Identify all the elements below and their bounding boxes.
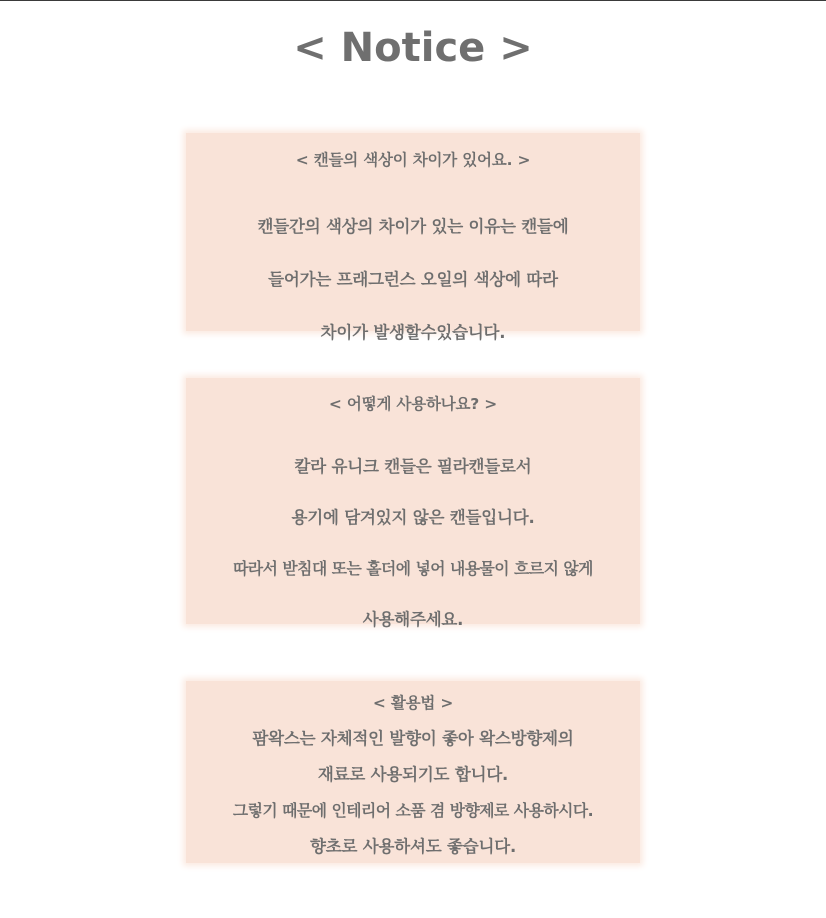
card-text-line: 향초로 사용하셔도 좋습니다. xyxy=(309,837,517,856)
card-text-line: 차이가 발생할수있습니다. xyxy=(320,323,506,342)
notice-card-how-to-use xyxy=(186,378,640,629)
card-text-line: 팜왁스는 자체적인 발향이 좋아 왁스방향제의 xyxy=(252,729,574,748)
card-heading: < 활용법 > xyxy=(372,694,454,712)
top-divider xyxy=(0,0,826,1)
card-text-line: 용기에 담겨있지 않은 캔들입니다. xyxy=(291,508,535,527)
card-text-line: 캔들간의 색상의 차이가 있는 이유는 캔들에 xyxy=(257,217,569,236)
notice-card-color-difference xyxy=(186,133,640,342)
page-title: < Notice > xyxy=(293,25,533,71)
card-text-line: 재료로 사용되기도 합니다. xyxy=(317,765,509,784)
card-text-line: 들어가는 프래그런스 오일의 색상에 따라 xyxy=(268,270,558,289)
card-heading: < 어떻게 사용하나요? > xyxy=(328,395,498,413)
card-text-line: 칼라 유니크 캔들은 필라캔들로서 xyxy=(294,457,532,476)
notice-card-usage-tips xyxy=(186,681,640,863)
card-text-line: 따라서 받침대 또는 홀더에 넣어 내용물이 흐르지 않게 xyxy=(233,559,593,578)
card-text-line: 그렇기 때문에 인테리어 소품 겸 방향제로 사용하시다. xyxy=(232,801,594,820)
card-heading: < 캔들의 색상이 차이가 있어요. > xyxy=(295,151,531,169)
card-text-line: 사용해주세요. xyxy=(362,610,464,629)
